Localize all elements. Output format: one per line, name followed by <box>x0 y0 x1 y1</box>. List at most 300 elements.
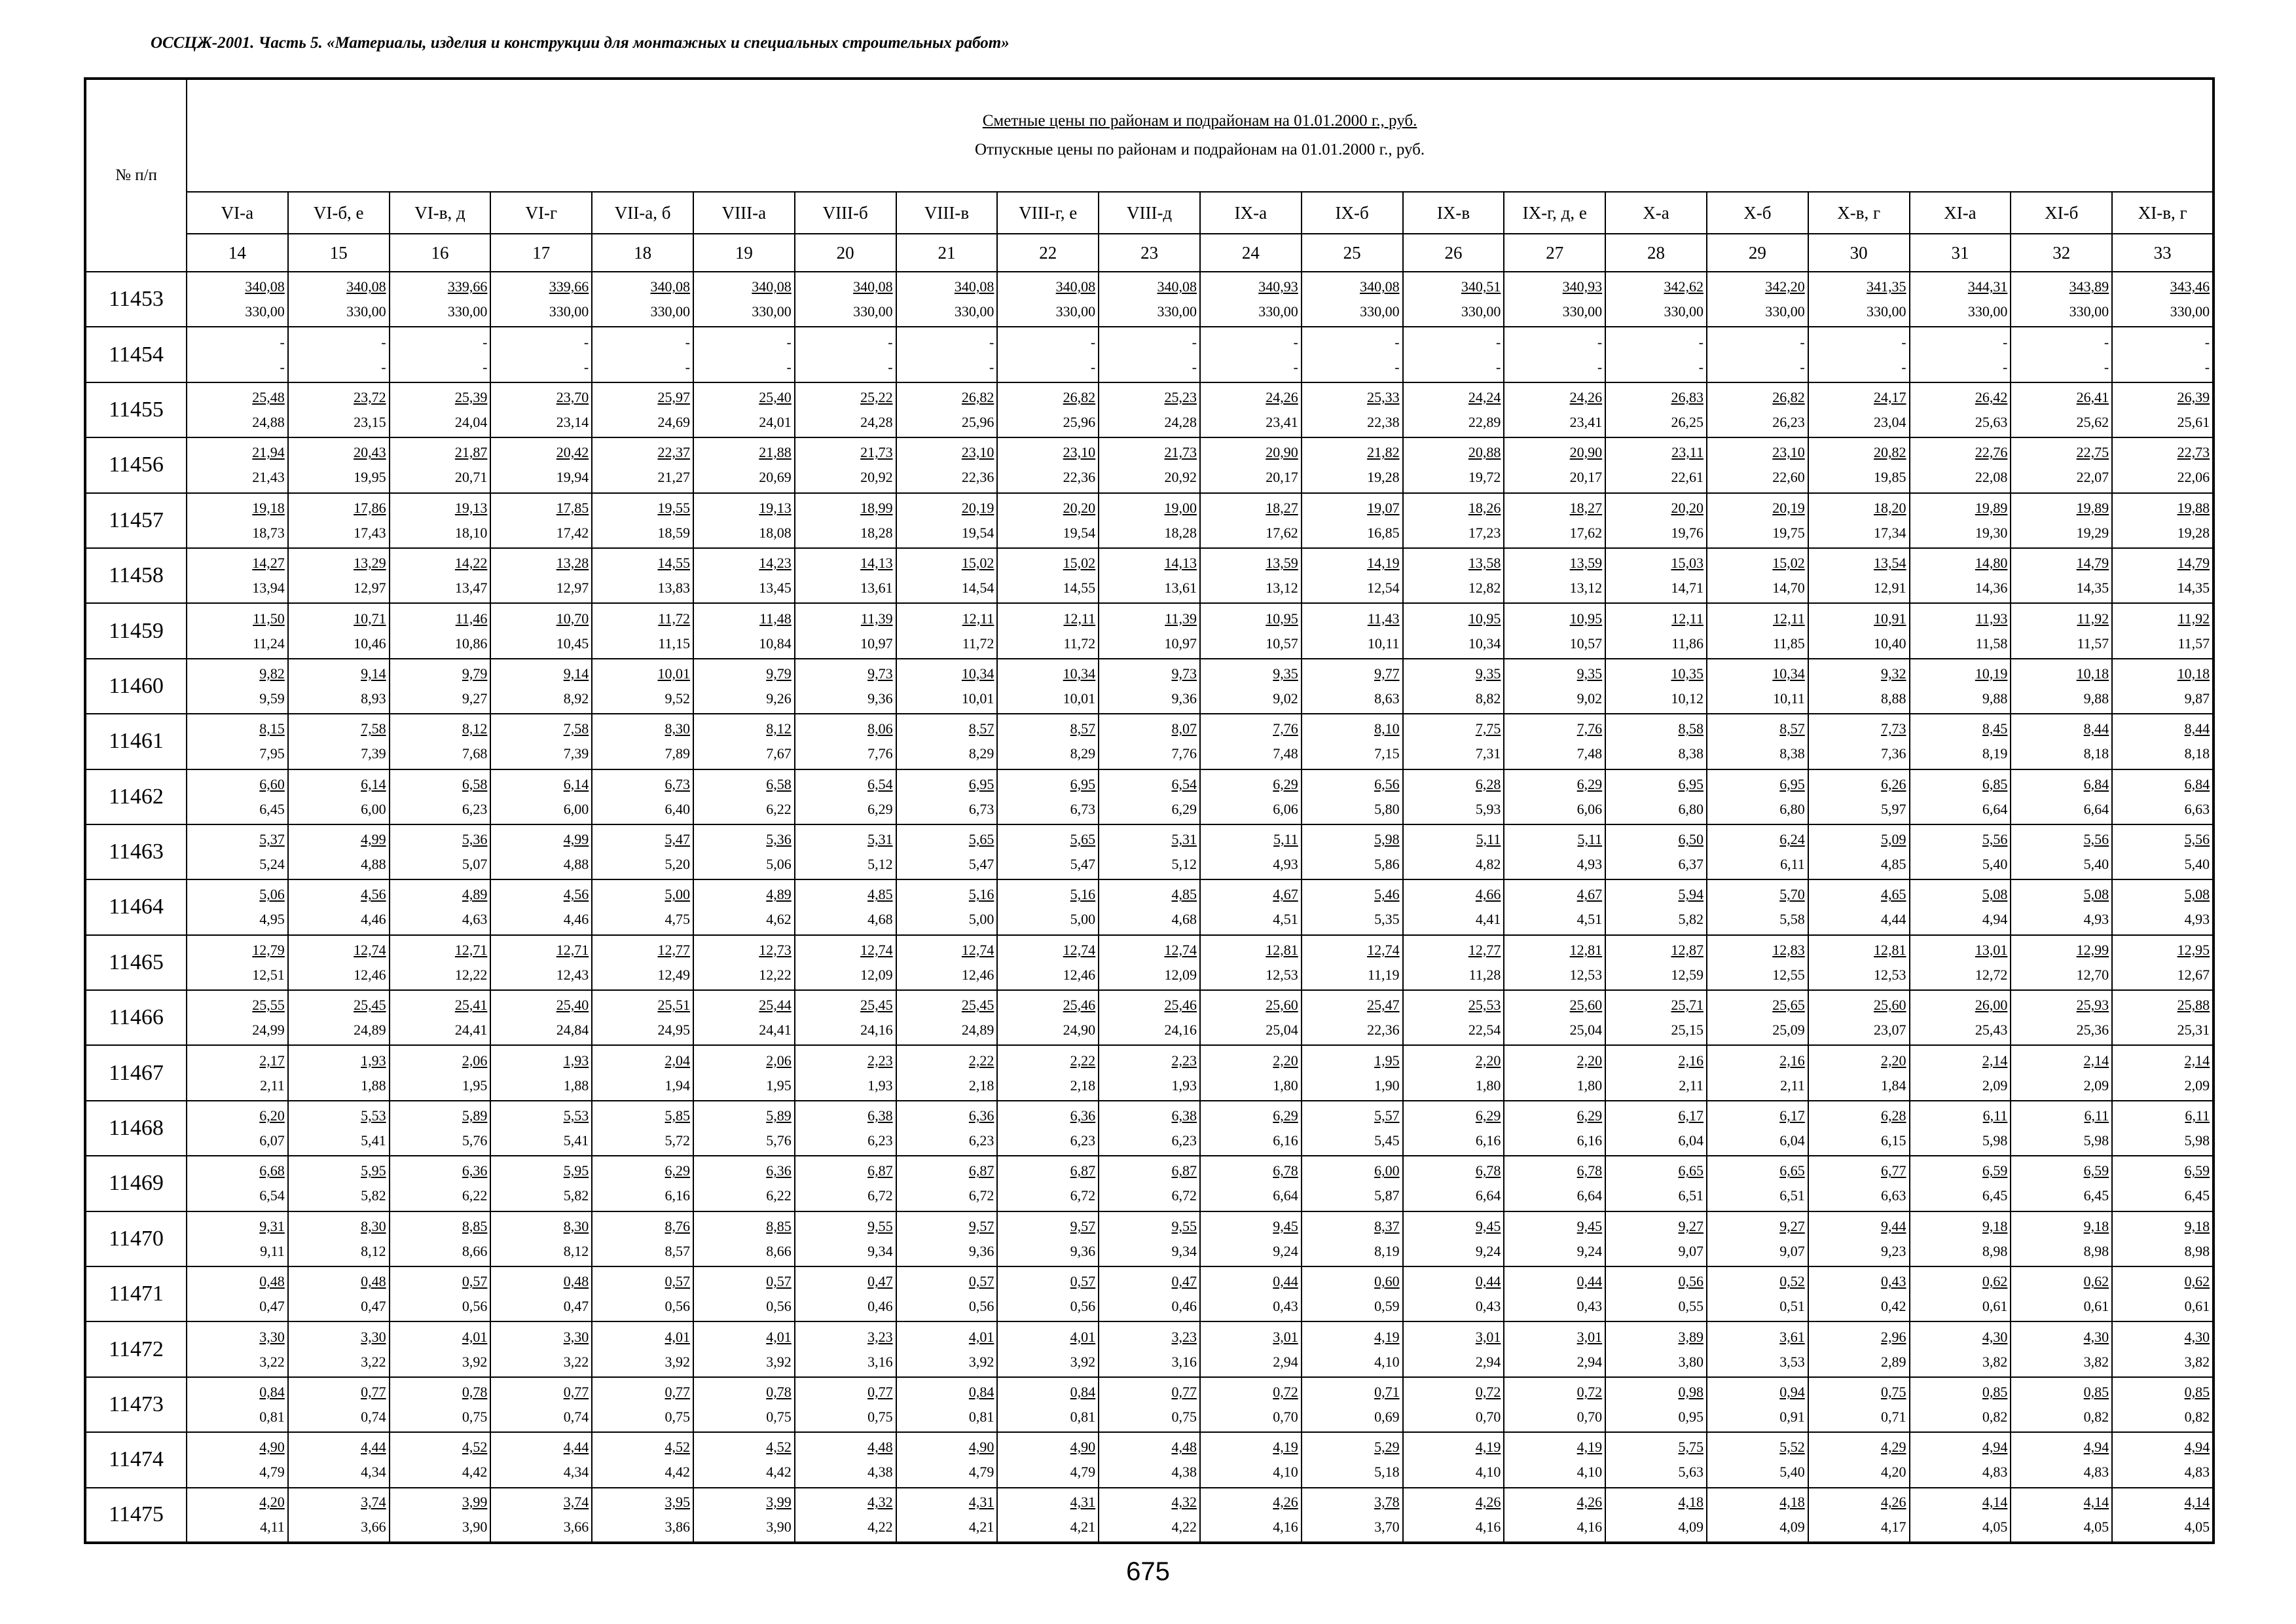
price-cell <box>693 603 795 658</box>
estimate-price: 12,71 <box>556 941 589 958</box>
release-price: 12,97 <box>354 580 386 597</box>
price-cell <box>288 824 390 879</box>
release-price: 330,00 <box>1967 303 2008 320</box>
release-price: 14,35 <box>2177 580 2210 597</box>
estimate-price: 25,60 <box>1266 997 1298 1014</box>
price-cell <box>390 1321 491 1376</box>
price-cell <box>1504 769 1605 824</box>
release-price: 25,31 <box>2177 1022 2210 1039</box>
release-price: 4,22 <box>867 1519 893 1536</box>
release-price: 5,97 <box>1881 800 1906 817</box>
release-price: 23,41 <box>1266 413 1298 430</box>
price-cell <box>1910 1488 2011 1543</box>
release-price: 0,56 <box>766 1298 792 1315</box>
release-price: 12,46 <box>961 966 994 983</box>
price-cell <box>997 935 1099 990</box>
price-cell <box>2011 824 2112 879</box>
release-price: 7,48 <box>1273 745 1298 762</box>
release-price: 6,23 <box>867 1132 893 1149</box>
estimate-price: 4,26 <box>1576 1494 1603 1511</box>
release-price: 9,36 <box>867 690 893 707</box>
price-cell <box>2011 603 2112 658</box>
release-price: 330,00 <box>1258 303 1298 320</box>
release-price: 0,82 <box>2083 1409 2109 1425</box>
price-cell <box>288 493 390 548</box>
estimate-price: 11,92 <box>2178 610 2210 627</box>
estimate-price: 12,73 <box>759 941 792 958</box>
table-row <box>85 769 2214 824</box>
release-price: 24,88 <box>252 413 285 430</box>
estimate-price: 14,23 <box>759 555 792 572</box>
release-price: 330,00 <box>549 303 589 320</box>
item-code: 11453 <box>85 272 187 327</box>
estimate-price: 10,91 <box>1874 610 1906 627</box>
price-cell <box>1200 1156 1302 1211</box>
price-cell <box>1605 1321 1707 1376</box>
estimate-price: - <box>1800 333 1805 350</box>
estimate-price: 4,56 <box>563 886 589 903</box>
price-cell <box>795 769 896 824</box>
estimate-price: 11,46 <box>455 610 488 627</box>
release-price: 12,59 <box>1671 966 1704 983</box>
release-price: 19,54 <box>961 524 994 541</box>
release-price: 0,81 <box>259 1409 285 1425</box>
estimate-price: 6,65 <box>1678 1162 1704 1179</box>
estimate-price: - <box>1394 333 1400 350</box>
estimate-price: 25,33 <box>1367 388 1400 405</box>
release-price: 0,70 <box>1273 1409 1298 1425</box>
estimate-price: 25,40 <box>759 388 792 405</box>
price-cell <box>997 1211 1099 1266</box>
estimate-price: 2,14 <box>2184 1052 2210 1069</box>
release-price: 12,46 <box>354 966 386 983</box>
estimate-price: 4,26 <box>1475 1494 1501 1511</box>
price-cell <box>896 493 998 548</box>
price-cell <box>1910 990 2011 1045</box>
estimate-price: 3,23 <box>867 1328 893 1345</box>
release-price: 11,28 <box>1468 966 1501 983</box>
release-price: 9,07 <box>1779 1242 1805 1259</box>
price-cell <box>795 1045 896 1100</box>
price-cell <box>1910 935 2011 990</box>
estimate-price: 6,84 <box>2184 775 2210 792</box>
price-cell <box>693 382 795 437</box>
price-cell <box>1808 1432 1910 1487</box>
release-price: - <box>1496 358 1501 375</box>
estimate-price: 4,14 <box>2083 1494 2109 1511</box>
release-price: 17,43 <box>354 524 386 541</box>
estimate-price: 2,06 <box>462 1052 488 1069</box>
release-price: 4,68 <box>867 911 893 928</box>
price-cell <box>693 935 795 990</box>
price-cell <box>592 1432 693 1487</box>
region-code-header: XI-а <box>1910 192 2011 234</box>
release-price: 10,97 <box>860 635 893 652</box>
price-cell <box>288 1045 390 1100</box>
estimate-price: 8,57 <box>1070 720 1096 737</box>
release-price: 8,66 <box>462 1242 488 1259</box>
price-cell <box>997 769 1099 824</box>
price-cell <box>592 603 693 658</box>
price-cell <box>1910 1156 2011 1211</box>
estimate-price: 3,61 <box>1779 1328 1805 1345</box>
price-cell <box>2011 327 2112 382</box>
price-cell <box>390 1156 491 1211</box>
release-price: 2,09 <box>1982 1077 2008 1094</box>
price-cell <box>592 548 693 603</box>
price-table <box>84 77 2215 1544</box>
release-price: 17,62 <box>1569 524 1603 541</box>
item-code: 11468 <box>85 1101 187 1156</box>
release-price: 5,82 <box>1678 911 1704 928</box>
estimate-price: 7,73 <box>1881 720 1906 737</box>
price-cell <box>693 1377 795 1432</box>
release-price: 23,07 <box>1874 1022 1906 1039</box>
estimate-price: 10,34 <box>1063 665 1096 682</box>
price-cell <box>1200 382 1302 437</box>
estimate-price: 4,99 <box>563 831 589 848</box>
estimate-price: 343,46 <box>2170 278 2210 295</box>
price-cell <box>1200 1101 1302 1156</box>
estimate-price: 25,65 <box>1772 997 1805 1014</box>
price-cell <box>1808 1266 1910 1321</box>
release-price: 8,29 <box>1070 745 1096 762</box>
release-price: 18,73 <box>252 524 285 541</box>
price-cell <box>1200 714 1302 769</box>
item-code: 11472 <box>85 1321 187 1376</box>
estimate-price: 11,48 <box>759 610 792 627</box>
price-cell <box>896 1321 998 1376</box>
price-cell <box>490 824 592 879</box>
price-cell <box>1099 437 1200 492</box>
price-cell <box>896 935 998 990</box>
table-row <box>85 1101 2214 1156</box>
price-cell <box>1605 714 1707 769</box>
estimate-price: 4,94 <box>2083 1439 2109 1456</box>
price-cell <box>1605 1488 1707 1543</box>
price-cell <box>1707 879 1808 934</box>
estimate-price: 2,14 <box>1982 1052 2008 1069</box>
release-price: 3,53 <box>1779 1353 1805 1370</box>
estimate-price: 8,85 <box>462 1217 488 1234</box>
estimate-price: 26,82 <box>961 388 994 405</box>
release-price: 5,93 <box>1475 800 1501 817</box>
price-cell <box>390 824 491 879</box>
release-price: 0,70 <box>1475 1409 1501 1425</box>
region-code-header: VI-в, д <box>390 192 491 234</box>
price-cell <box>1099 603 1200 658</box>
release-price: 330,00 <box>1461 303 1501 320</box>
estimate-price: 7,58 <box>563 720 589 737</box>
estimate-price: 6,78 <box>1475 1162 1501 1179</box>
release-price: 5,45 <box>1374 1132 1400 1149</box>
region-code-header: IX-г, д, е <box>1504 192 1605 234</box>
price-cell <box>997 603 1099 658</box>
release-price: 7,89 <box>665 745 690 762</box>
price-cell <box>1099 1377 1200 1432</box>
estimate-price: 14,55 <box>657 555 690 572</box>
price-cell <box>1302 603 1403 658</box>
estimate-price: 4,90 <box>968 1439 994 1456</box>
price-cell <box>490 1211 592 1266</box>
estimate-price: 9,27 <box>1678 1217 1704 1234</box>
estimate-price: 4,19 <box>1374 1328 1400 1345</box>
estimate-price: 2,23 <box>867 1052 893 1069</box>
price-cell <box>1099 1045 1200 1100</box>
estimate-price: 6,20 <box>259 1107 285 1124</box>
item-code: 11471 <box>85 1266 187 1321</box>
release-price: 6,11 <box>1780 856 1805 873</box>
estimate-price: 20,43 <box>354 444 386 461</box>
estimate-price: 25,45 <box>961 997 994 1014</box>
estimate-price: 11,50 <box>253 610 285 627</box>
release-price: 4,11 <box>260 1519 285 1536</box>
release-price: 12,70 <box>2076 966 2109 983</box>
estimate-price: 4,01 <box>968 1328 994 1345</box>
estimate-price: - <box>989 333 994 350</box>
estimate-price: 5,29 <box>1374 1439 1400 1456</box>
price-cell <box>1808 548 1910 603</box>
price-cell <box>1302 1101 1403 1156</box>
release-price: 2,09 <box>2184 1077 2210 1094</box>
price-cell <box>1707 1488 1808 1543</box>
estimate-price: 2,20 <box>1273 1052 1298 1069</box>
release-price: - <box>2104 358 2109 375</box>
estimate-price: 340,08 <box>1360 278 1400 295</box>
release-price: 3,86 <box>665 1519 690 1536</box>
item-code: 11458 <box>85 548 187 603</box>
release-price: 0,43 <box>1273 1298 1298 1315</box>
release-price: 6,16 <box>1576 1132 1603 1149</box>
price-cell <box>2112 1045 2214 1100</box>
estimate-price: 19,18 <box>252 499 285 516</box>
estimate-price: 12,95 <box>2177 941 2210 958</box>
release-price: 5,82 <box>361 1187 386 1204</box>
estimate-price: 5,06 <box>259 886 285 903</box>
price-cell <box>1099 659 1200 714</box>
price-cell <box>1403 1045 1504 1100</box>
estimate-price: 9,35 <box>1475 665 1501 682</box>
estimate-price: 3,01 <box>1475 1328 1501 1345</box>
release-price: 10,97 <box>1164 635 1197 652</box>
release-price: 20,92 <box>860 469 893 486</box>
release-price: 18,59 <box>657 524 690 541</box>
release-price: 22,38 <box>1367 413 1400 430</box>
release-price: 9,34 <box>867 1242 893 1259</box>
price-cell <box>490 714 592 769</box>
release-price: 7,39 <box>361 745 386 762</box>
price-cell <box>1099 1321 1200 1376</box>
estimate-price: 0,62 <box>1982 1273 2008 1290</box>
release-price: 13,47 <box>454 580 488 597</box>
estimate-price: 6,87 <box>1070 1162 1096 1179</box>
release-price: 0,75 <box>462 1409 488 1425</box>
estimate-price: 11,92 <box>2077 610 2109 627</box>
price-cell <box>1403 1488 1504 1543</box>
price-cell <box>288 437 390 492</box>
estimate-price: 6,36 <box>968 1107 994 1124</box>
price-cell <box>1808 714 1910 769</box>
release-price: 22,07 <box>2076 469 2109 486</box>
release-price: 6,22 <box>766 1187 792 1204</box>
price-cell <box>1808 1156 1910 1211</box>
item-code: 11462 <box>85 769 187 824</box>
price-cell <box>1504 1045 1605 1100</box>
price-cell <box>997 437 1099 492</box>
estimate-price: 7,76 <box>1273 720 1298 737</box>
estimate-price: 6,59 <box>1982 1162 2008 1179</box>
estimate-price: 20,90 <box>1569 444 1603 461</box>
price-cell <box>187 769 288 824</box>
release-price: 13,61 <box>860 580 893 597</box>
release-price: - <box>381 358 386 375</box>
estimate-price: 0,47 <box>1171 1273 1197 1290</box>
estimate-price: 2,04 <box>665 1052 690 1069</box>
release-price: 4,63 <box>462 911 488 928</box>
price-cell <box>490 1432 592 1487</box>
estimate-price: 3,89 <box>1678 1328 1704 1345</box>
price-cell <box>693 1488 795 1543</box>
estimate-price: 0,57 <box>665 1273 690 1290</box>
column-number: 14 <box>187 234 288 272</box>
estimate-price: 9,27 <box>1779 1217 1805 1234</box>
estimate-price: 0,85 <box>2184 1384 2210 1400</box>
price-cell <box>693 1101 795 1156</box>
release-price: 0,95 <box>1678 1409 1704 1425</box>
release-price: 6,73 <box>1070 800 1096 817</box>
estimate-price: 26,82 <box>1772 388 1805 405</box>
table-row <box>85 603 2214 658</box>
estimate-price: 12,11 <box>1773 610 1805 627</box>
estimate-price: 2,96 <box>1881 1328 1906 1345</box>
estimate-price: 6,65 <box>1779 1162 1805 1179</box>
estimate-price: 5,89 <box>766 1107 792 1124</box>
estimate-price: 8,44 <box>2184 720 2210 737</box>
release-price: 6,51 <box>1779 1187 1805 1204</box>
estimate-price: 0,48 <box>361 1273 386 1290</box>
price-cell <box>1200 548 1302 603</box>
price-cell <box>390 1432 491 1487</box>
release-price: 7,68 <box>462 745 488 762</box>
release-price: 4,82 <box>1475 856 1501 873</box>
price-cell <box>1504 990 1605 1045</box>
price-cell <box>1707 659 1808 714</box>
estimate-price: 17,85 <box>556 499 589 516</box>
release-price: 23,15 <box>354 413 386 430</box>
release-price: 10,34 <box>1468 635 1501 652</box>
price-cell <box>2112 935 2214 990</box>
price-cell <box>1302 1377 1403 1432</box>
estimate-price: 8,58 <box>1678 720 1704 737</box>
release-price: 1,93 <box>867 1077 893 1094</box>
release-price: 6,00 <box>361 800 386 817</box>
table-row <box>85 382 2214 437</box>
price-cell <box>1403 714 1504 769</box>
estimate-price: 13,29 <box>354 555 386 572</box>
price-cell <box>1605 1266 1707 1321</box>
release-price: 25,04 <box>1266 1022 1298 1039</box>
release-price: 12,09 <box>1164 966 1197 983</box>
estimate-price: 10,34 <box>1772 665 1805 682</box>
price-cell <box>1302 935 1403 990</box>
price-cell <box>1302 769 1403 824</box>
release-price: 330,00 <box>650 303 690 320</box>
release-price: 9,24 <box>1475 1242 1501 1259</box>
release-price: 6,04 <box>1779 1132 1805 1149</box>
estimate-price: 3,01 <box>1576 1328 1603 1345</box>
release-price: - <box>1597 358 1603 375</box>
price-cell <box>1403 382 1504 437</box>
price-cell <box>1403 1266 1504 1321</box>
release-price: 330,00 <box>245 303 285 320</box>
estimate-price: - <box>381 333 386 350</box>
estimate-price: 9,45 <box>1475 1217 1501 1234</box>
release-price: 5,35 <box>1374 911 1400 928</box>
estimate-price: 4,32 <box>1171 1494 1197 1511</box>
estimate-price: 1,93 <box>563 1052 589 1069</box>
estimate-price: 22,75 <box>2076 444 2109 461</box>
release-price: 6,72 <box>1171 1187 1197 1204</box>
price-cell <box>1302 824 1403 879</box>
price-cell <box>2112 1321 2214 1376</box>
price-cell <box>490 382 592 437</box>
price-cell <box>2112 769 2214 824</box>
price-cell <box>1808 1377 1910 1432</box>
estimate-price: 4,30 <box>2083 1328 2109 1345</box>
price-cell <box>187 1156 288 1211</box>
release-price: 24,16 <box>1164 1022 1197 1039</box>
price-cell <box>1910 1211 2011 1266</box>
price-cell <box>1910 548 2011 603</box>
release-price: 19,30 <box>1975 524 2008 541</box>
price-cell <box>1808 493 1910 548</box>
price-cell <box>1099 1156 1200 1211</box>
price-cell <box>2011 382 2112 437</box>
price-cell <box>1605 1377 1707 1432</box>
estimate-price: 5,56 <box>2083 831 2109 848</box>
release-price: 3,16 <box>867 1353 893 1370</box>
release-price: 19,94 <box>556 469 589 486</box>
estimate-price: 19,88 <box>2177 499 2210 516</box>
region-code-header: X-а <box>1605 192 1707 234</box>
estimate-price: 25,23 <box>1164 388 1197 405</box>
price-cell <box>1504 935 1605 990</box>
estimate-price: 12,11 <box>1671 610 1704 627</box>
release-price: 3,92 <box>665 1353 690 1370</box>
release-price: 0,74 <box>563 1409 589 1425</box>
region-code-header: VIII-г, е <box>997 192 1099 234</box>
release-price: 5,18 <box>1374 1464 1400 1481</box>
release-price: 330,00 <box>1562 303 1603 320</box>
price-cell <box>390 1377 491 1432</box>
table-row <box>85 1045 2214 1100</box>
estimate-price: 4,29 <box>1881 1439 1906 1456</box>
price-cell <box>1302 714 1403 769</box>
release-price: 4,51 <box>1576 911 1603 928</box>
estimate-price: 5,08 <box>2184 886 2210 903</box>
item-code: 11457 <box>85 493 187 548</box>
price-cell <box>1504 272 1605 327</box>
price-cell <box>1302 548 1403 603</box>
release-price: 4,09 <box>1678 1519 1704 1536</box>
price-cell <box>1808 1101 1910 1156</box>
price-cell <box>693 879 795 934</box>
estimate-price: 20,82 <box>1874 444 1906 461</box>
estimate-price: 0,72 <box>1475 1384 1501 1400</box>
estimate-price: 21,73 <box>860 444 893 461</box>
release-price: 0,42 <box>1881 1298 1906 1315</box>
price-cell <box>1605 437 1707 492</box>
